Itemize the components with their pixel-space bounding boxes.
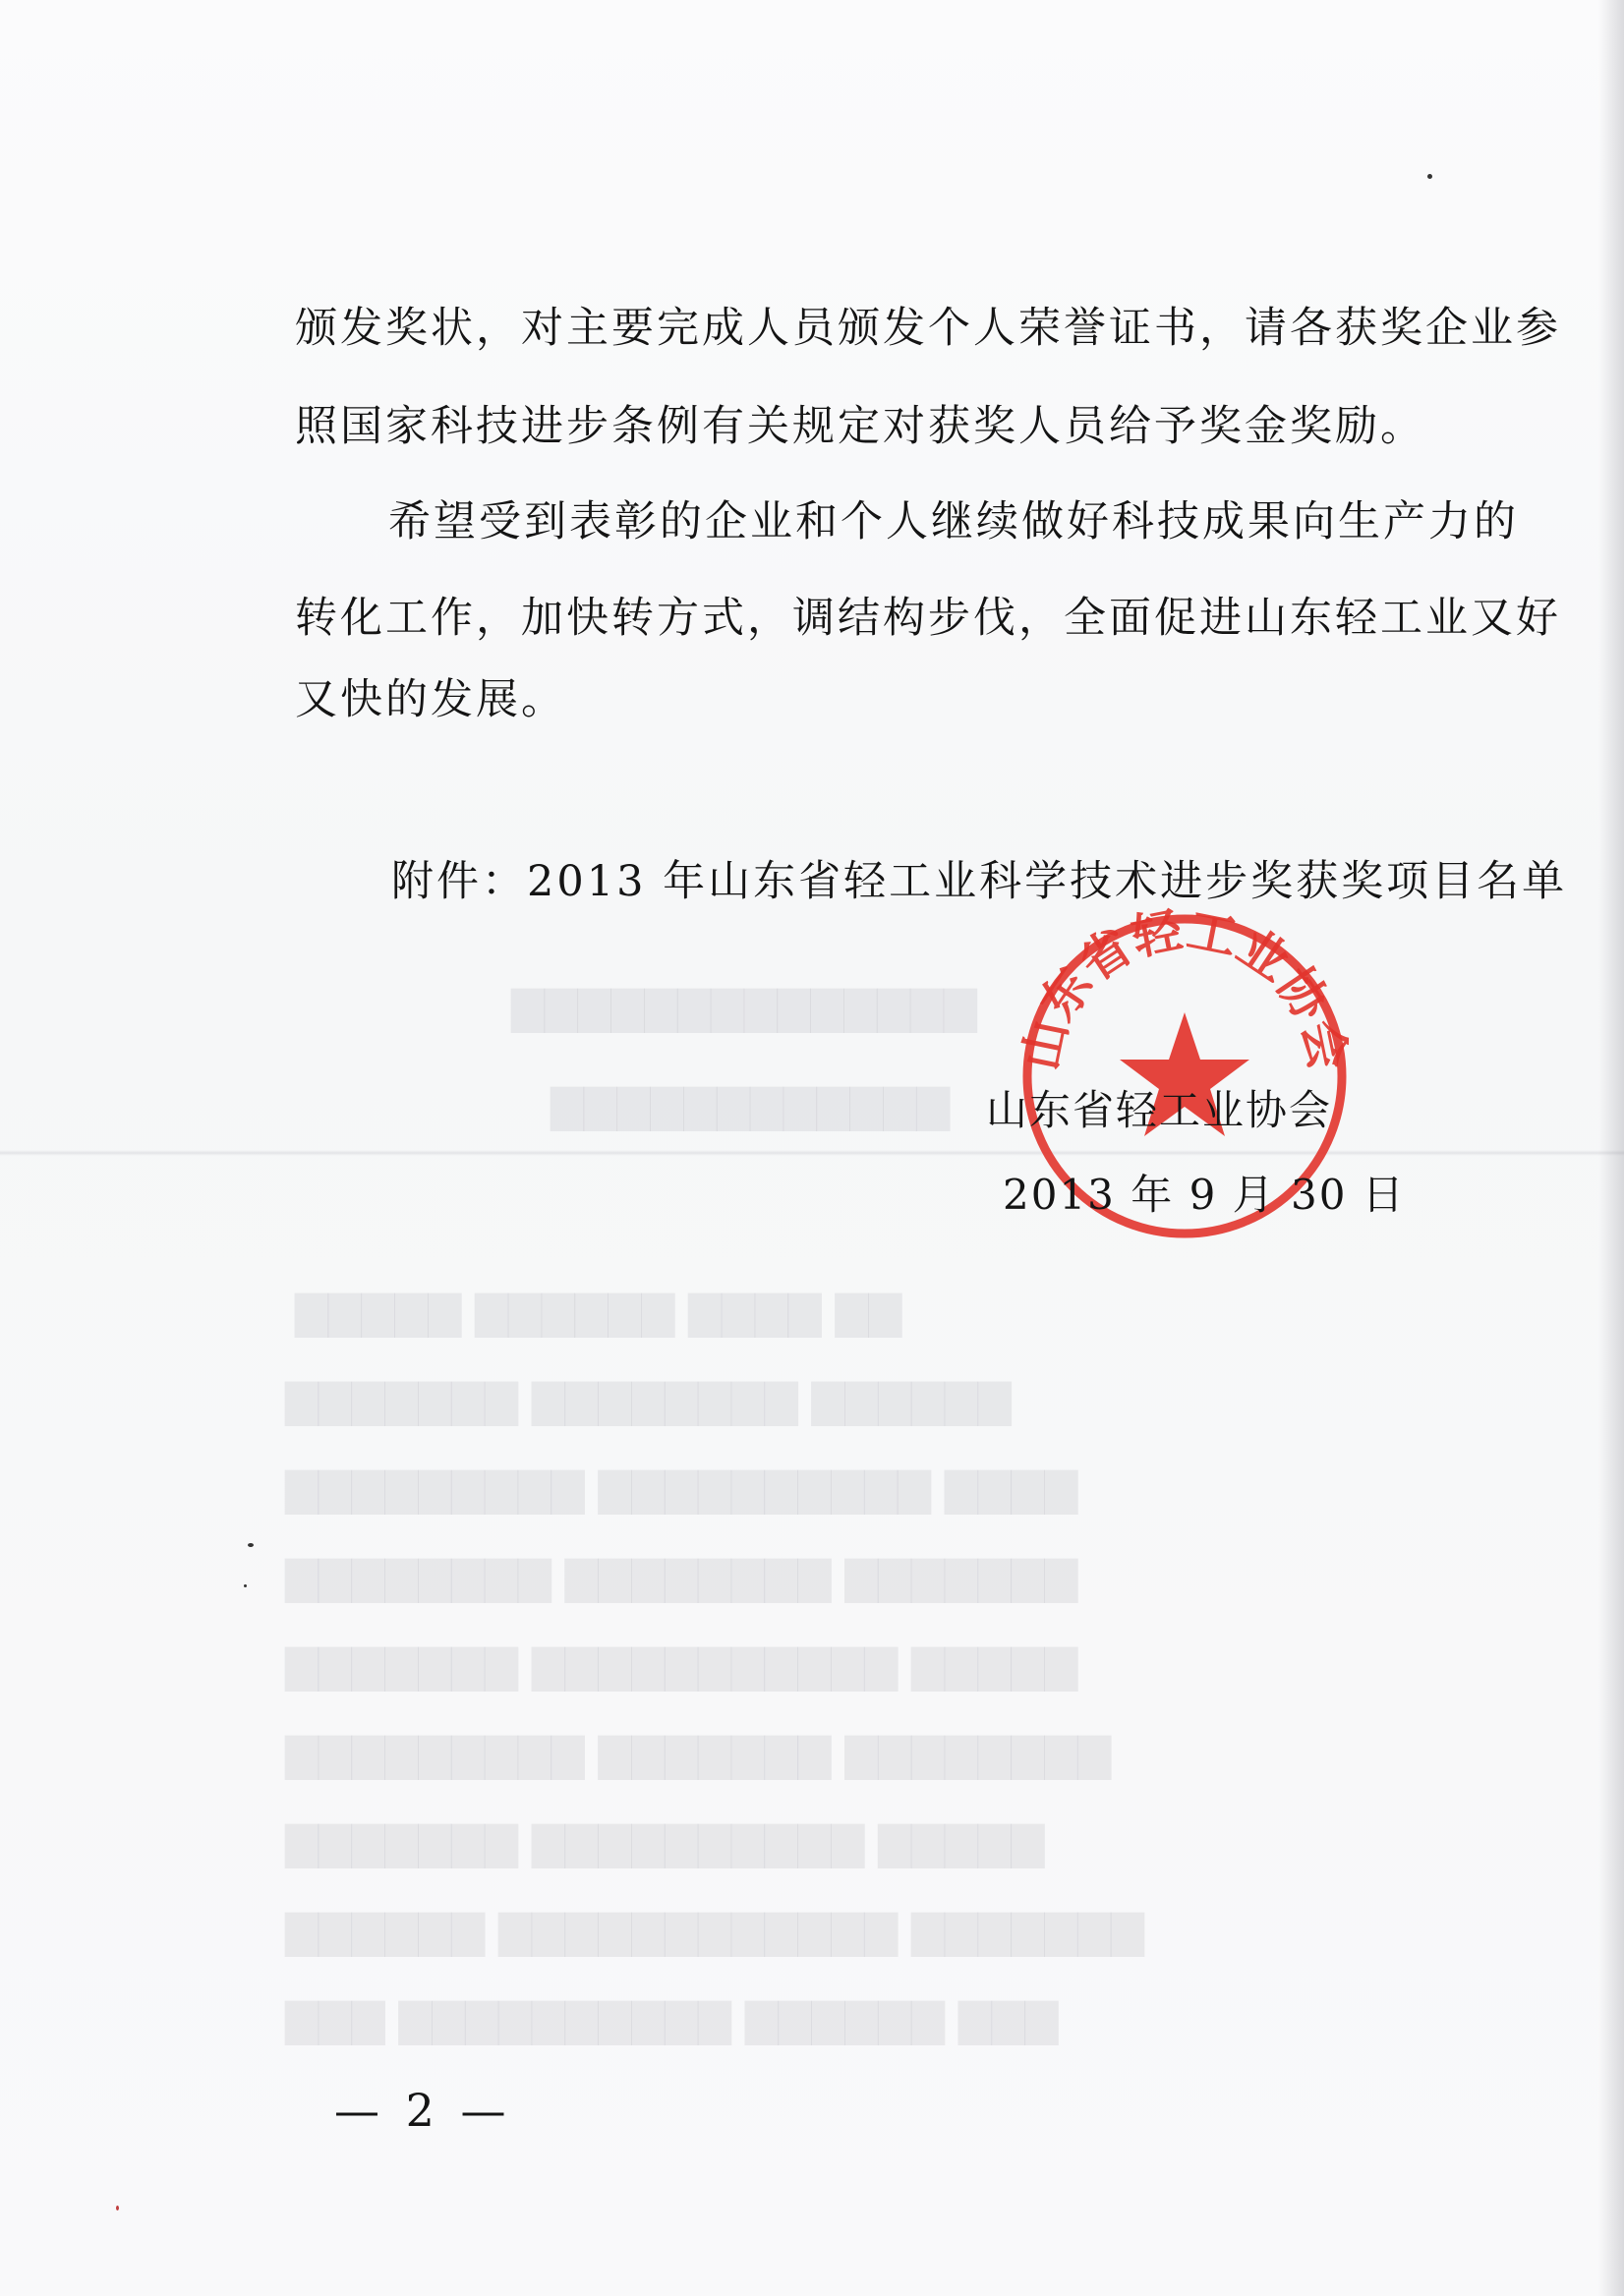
paragraph-line: 希望受到表彰的企业和个人继续做好科技成果向生产力的 bbox=[388, 497, 1519, 546]
show-through-texture: ▇▇▇▇▇▇▇▇▇▇▇▇ bbox=[551, 1081, 951, 1131]
show-through-texture: ▇▇▇▇▇ ▇▇▇▇▇▇▇▇▇▇ ▇▇▇▇▇▇▇ bbox=[285, 1818, 1045, 1868]
scan-speck bbox=[248, 1543, 254, 1547]
show-through-texture: ▇▇▇▇▇▇▇▇ ▇▇▇▇▇▇▇ ▇▇▇▇▇▇▇▇▇ bbox=[285, 1730, 1112, 1780]
scan-speck bbox=[1427, 174, 1432, 179]
show-through-texture: ▇▇▇ ▇▇▇▇▇▇ ▇▇▇▇▇▇▇▇▇▇ ▇▇▇ bbox=[285, 1995, 1059, 2045]
paragraph-line: 照国家科技进步条例有关规定对获奖人员给予奖金奖励。 bbox=[295, 402, 1425, 451]
issue-date: 2013 年 9 月 30 日 bbox=[1003, 1171, 1406, 1219]
scan-speck bbox=[244, 1584, 247, 1587]
scan-edge-shadow bbox=[1598, 0, 1624, 2296]
show-through-texture: ▇▇▇▇▇▇▇ ▇▇▇▇▇▇▇▇ ▇▇▇▇▇▇▇▇ bbox=[285, 1553, 1078, 1603]
paper-fold-line bbox=[0, 1150, 1624, 1156]
show-through-texture: ▇▇▇▇▇ ▇▇▇▇▇▇▇▇▇▇▇ ▇▇▇▇▇▇▇ bbox=[285, 1641, 1078, 1692]
scan-speck bbox=[116, 2206, 119, 2210]
show-through-texture: ▇▇▇▇▇▇ ▇▇▇▇▇▇▇▇ ▇▇▇▇▇▇▇ bbox=[285, 1376, 1012, 1426]
paragraph-line: 颁发奖状，对主要完成人员颁发个人荣誉证书，请各获奖企业参 bbox=[295, 304, 1561, 353]
issuer-name: 山东省轻工业协会 bbox=[986, 1086, 1333, 1134]
show-through-texture: ▇▇ ▇▇▇▇ ▇▇▇▇▇▇ ▇▇▇▇▇ bbox=[295, 1288, 902, 1338]
show-through-texture: ▇▇▇▇▇▇▇▇▇▇▇▇▇▇ bbox=[511, 983, 977, 1033]
show-through-texture: ▇▇▇▇ ▇▇▇▇▇▇▇▇▇▇ ▇▇▇▇▇▇▇▇▇ bbox=[285, 1464, 1078, 1515]
seal-text: 山东省轻工业协会 bbox=[1012, 900, 1358, 1075]
paragraph-line: 转化工作，加快转方式，调结构步伐，全面促进山东轻工业又好 bbox=[295, 594, 1561, 643]
page-number: — 2 — bbox=[334, 2084, 512, 2137]
show-through-texture: ▇▇▇▇▇▇▇ ▇▇▇▇▇▇▇▇▇▇▇▇ ▇▇▇▇▇▇ bbox=[285, 1907, 1144, 1957]
attachment-line: 附件：2013 年山东省轻工业科学技术进步奖获奖项目名单 bbox=[391, 857, 1568, 906]
paragraph-line: 又快的发展。 bbox=[295, 675, 566, 724]
